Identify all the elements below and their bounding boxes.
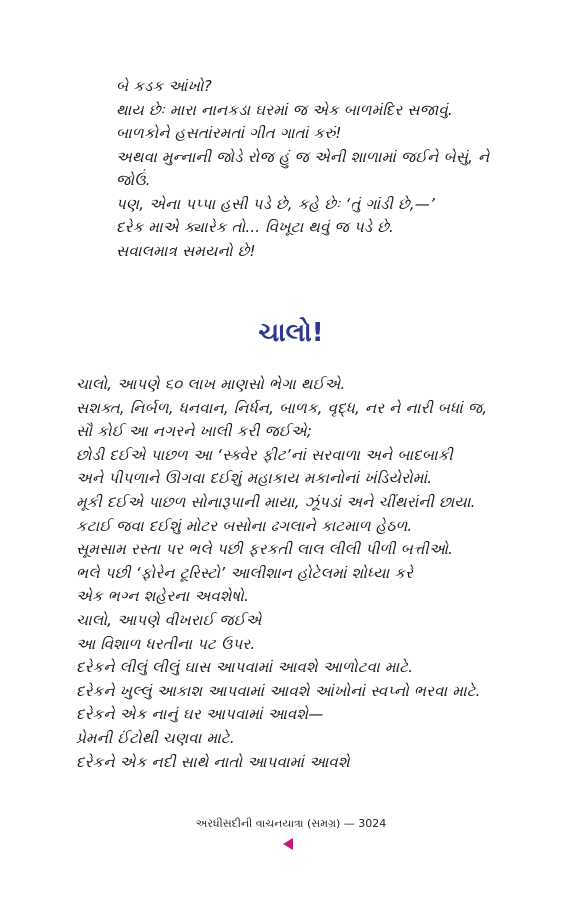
poem-line: જોઉં. <box>116 171 151 189</box>
poem-line: છોડી દઈએ પાછળ આ ‘સ્ક્વેર ફીટ’નાં સરવાળા અને બાદબાકી <box>76 445 453 464</box>
poem-line: પણ, એના પપ્પા હસી પડે છે, કહે છેઃ ‘તું ગાંડી છે,—’ <box>116 194 435 213</box>
poem-line: મૂકી દઈએ પાછળ સોનારૂપાની માયા, ઝૂંપડાં અને ચીંથરાંની છાયા. <box>76 492 476 511</box>
poem-line: અને પીપળાને ઊગવા દઈશું મહાકાય મકાનોનાં ખંડિયેરોમાં. <box>76 469 433 488</box>
page-footer: અરધીસદીની વાચનયાત્રા (સમગ્ર) — 3024 <box>195 817 387 830</box>
poem-stanza-top <box>116 75 556 263</box>
poem-line: સૌ કોઈ આ નગરને ખાલી કરી જઈએ; <box>76 422 312 441</box>
poem-line: ભલે પછી ‘ફોરેન ટૂરિસ્ટો’ આલીશાન હોટેલમાં શોધ્યા કરે <box>76 563 414 582</box>
poem-line: સવાલમાત્ર સમયનો છે! <box>116 241 256 260</box>
poem-line: દરેકને લીલું લીલું ઘાસ આપવામાં આવશે આળોટવા માટે. <box>76 658 414 677</box>
poem-line: સૂમસામ રસ્તા પર ભલે પછી ફરકતી લાલ લીલી પીળી બત્તીઓ. <box>76 540 454 559</box>
poem-line: સશક્ત, નિર્બળ, ધનવાન, નિર્ધન, બાળક, વૃદ્ધ, નર ને નારી બધાં જ, <box>76 398 488 417</box>
poem-line: બે કડક આંખો? <box>116 77 212 95</box>
poem-line: દરેક માએ ક્યારેક તો... વિખૂટા થવું જ પડે છે. <box>116 218 394 236</box>
poem-line: અથવા મુન્નાની જોડે રોજ હું જ એની શાળામાં જઈને બેસું, ને <box>116 147 490 166</box>
poem-line: ચાલો, આપણે વીખરાઈ જઈએ <box>76 610 262 629</box>
poem-line: દરેકને એક નાનું ઘર આપવામાં આવશે— <box>76 705 324 724</box>
poem-line: એક ભગ્ન શહેરના અવશેષો. <box>76 587 249 606</box>
poem-title: ચાલો! <box>258 318 324 348</box>
poem-line: કટાઈ જવા દઈશું મોટર બસોના ઢગલાને કાટમાળ હેઠળ. <box>76 516 413 535</box>
poem-line: પ્રેમની ઈંટોથી ચણવા માટે. <box>76 728 235 747</box>
poem-line: દરેકને એક નદી સાથે નાતો આપવામાં આવશે <box>76 752 350 771</box>
poem-line: આ વિશાળ ધરતીના પટ ઉપર. <box>76 634 256 653</box>
previous-page-icon[interactable] <box>283 838 293 850</box>
poem-line: બાળકોને હસતાંરમતાં ગીત ગાતાં કરું! <box>116 124 342 142</box>
poem-line: થાય છેઃ મારા નાનકડા ઘરમાં જ એક બાળમંદિર સજાવું. <box>116 100 453 119</box>
poem-line: ચાલો, આપણે ૬૦ લાખ માણસો ભેગા થઈએ. <box>76 375 346 393</box>
poem-line: દરેકને ખુલ્લું આકાશ આપવામાં આવશે આંખોનાં સ્વપ્નો ભરવા માટે. <box>76 681 481 700</box>
poem-stanza-main <box>76 373 556 774</box>
